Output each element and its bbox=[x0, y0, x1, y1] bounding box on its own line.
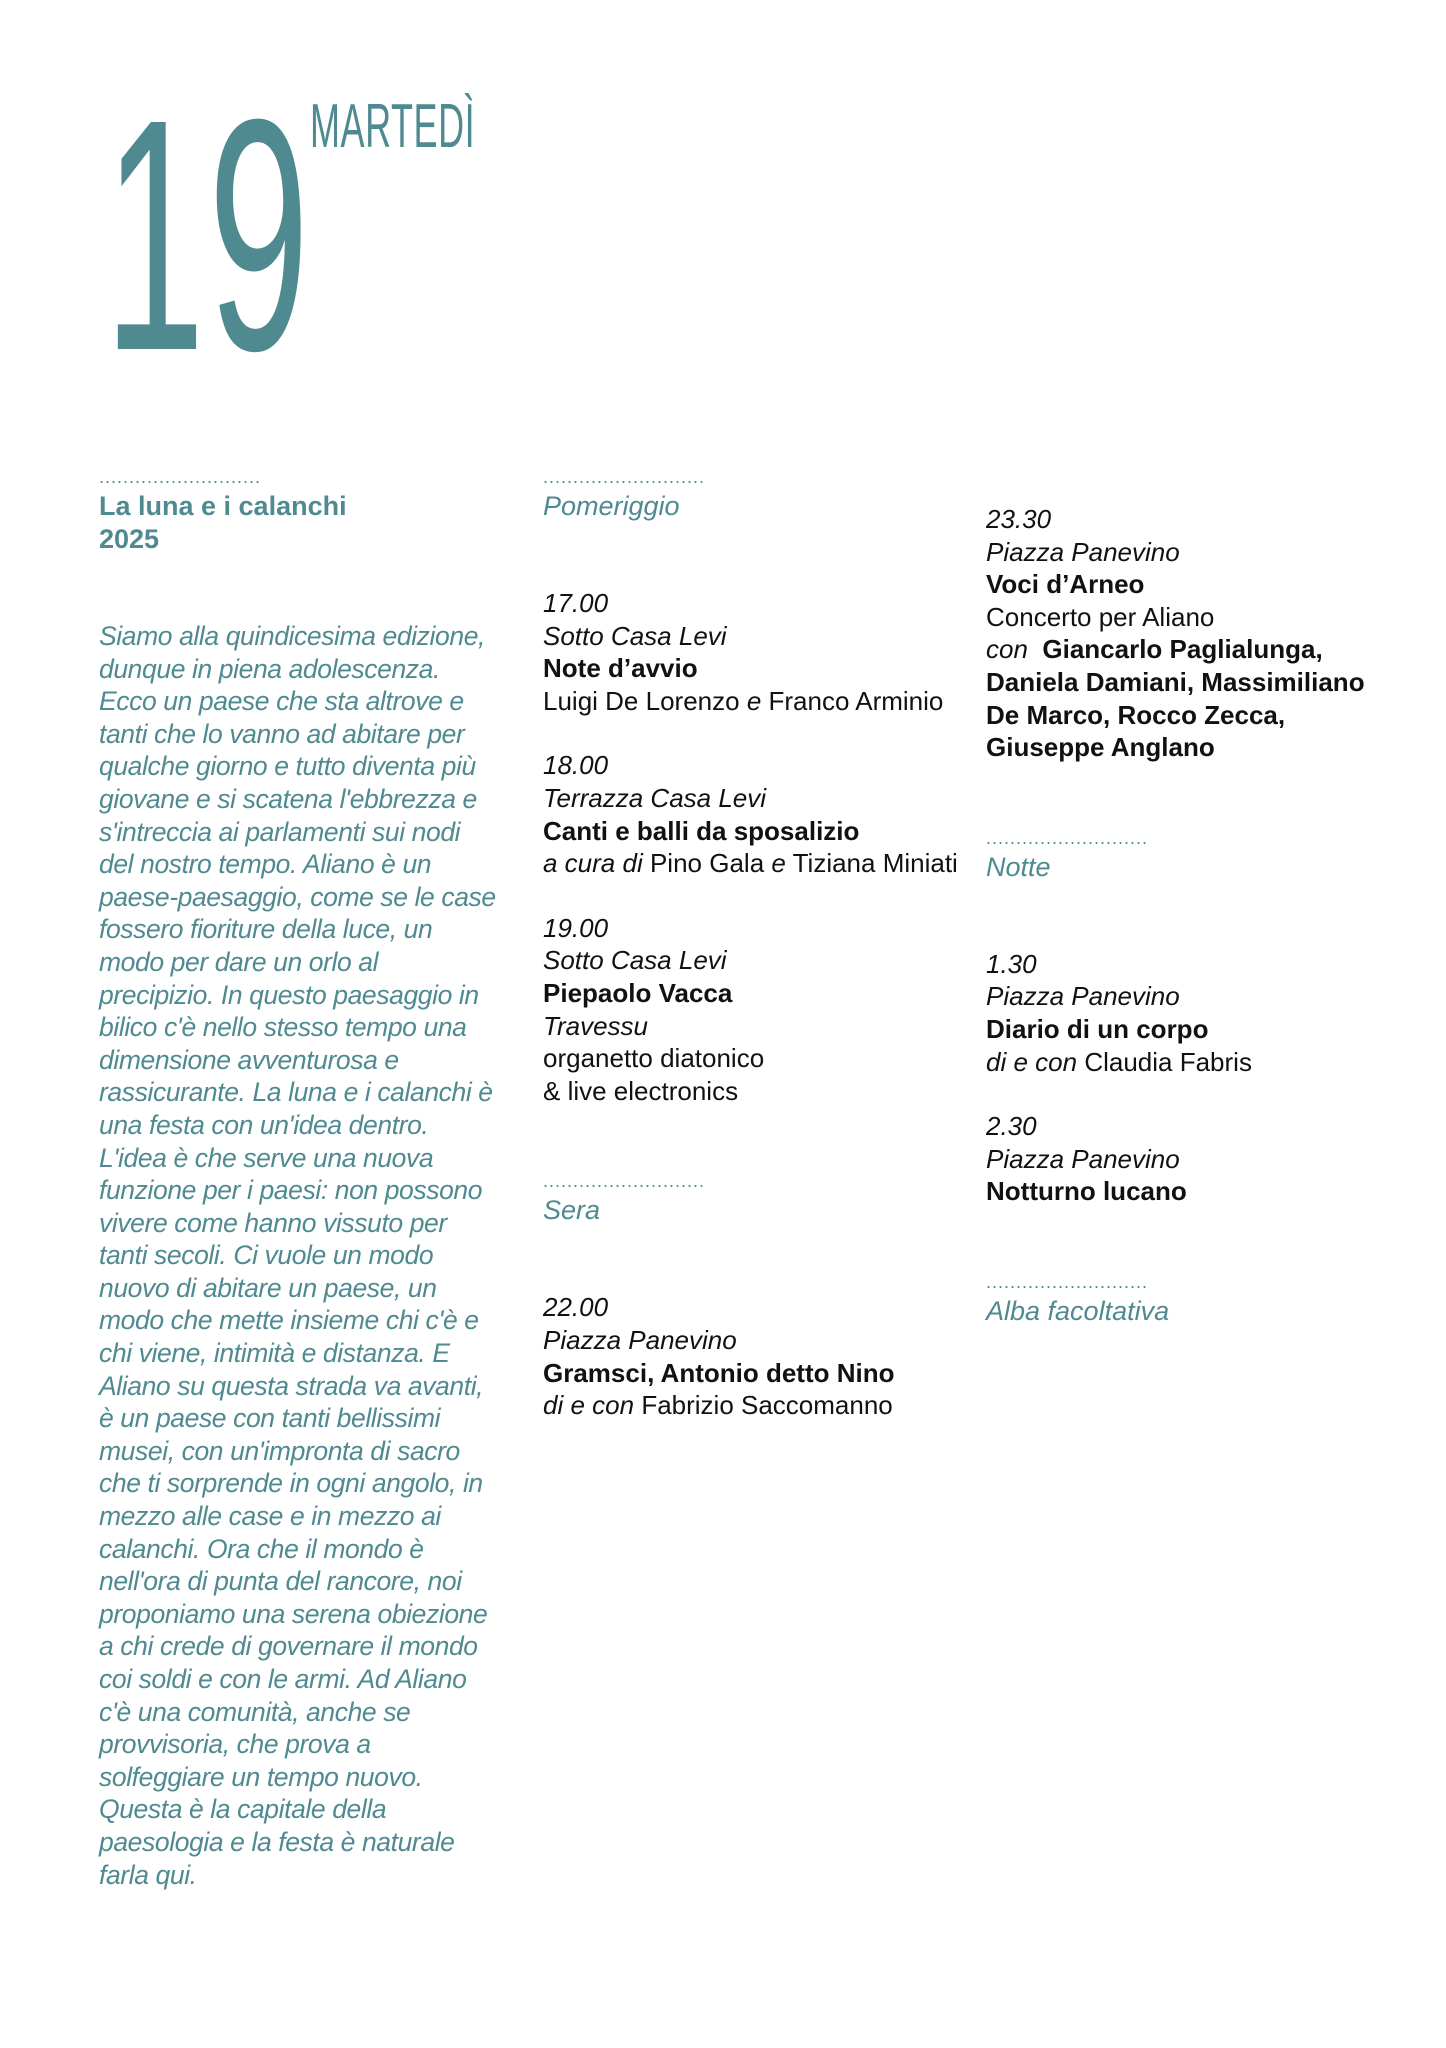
performer: Giancarlo Paglialunga, bbox=[1042, 634, 1323, 665]
event-time: 1.30 bbox=[986, 948, 1037, 979]
event-0230 bbox=[986, 1110, 1406, 1208]
performer: Tiziana Miniati bbox=[792, 848, 958, 879]
event-time: 2.30 bbox=[986, 1111, 1037, 1142]
event-credits bbox=[543, 685, 963, 718]
event-2330 bbox=[986, 503, 1406, 764]
schedule-column-afternoon bbox=[543, 468, 963, 1422]
event-time: 17.00 bbox=[543, 588, 609, 618]
conjunction: e bbox=[746, 685, 762, 716]
dotted-divider: ........................... bbox=[543, 467, 706, 487]
performer: Fabrizio Saccomanno bbox=[641, 1390, 893, 1421]
performer: Daniela Damiani, Massimiliano bbox=[986, 666, 1365, 697]
performer: De Marco, Rocco Zecca, bbox=[986, 699, 1286, 730]
event-subtitle: Travessu bbox=[543, 1010, 648, 1041]
event-credits bbox=[986, 633, 1406, 666]
event-place: Sotto Casa Levi bbox=[543, 620, 727, 651]
performer: Giuseppe Anglano bbox=[986, 732, 1215, 763]
event-2200 bbox=[543, 1291, 963, 1421]
section-sera: Sera bbox=[543, 1195, 601, 1226]
event-place: Piazza Panevino bbox=[986, 981, 1180, 1012]
event-0130 bbox=[986, 948, 1406, 1078]
intro-text: Siamo alla quindicesima edizione, dunque in piena adolescenza. Ecco un paese che sta altrove e tanti che lo vanno ad abitare per qualche giorno e tutto diventa più giovane e si scatena l'ebbrezza e s'intreccia ai parlamenti sui nodi del nostro tempo. Aliano è un paese-paesaggio, come se le case fossero fioriture della luce, un modo per dare un orlo al precipizio. In questo paesaggio in bilico c'è nello stesso tempo una dimensione avventurosa e rassicurante. La luna e i calanchi è una festa con un'idea dentro. L'idea è che serve una nuova funzione per i paesi: non possono vivere come hanno vissuto per tanti secoli. Ci vuole un modo nuovo di abitare un paese, un modo che mette insieme chi c'è e chi viene, intimità e distanza. E Aliano su questa strada va avanti, è un paese con tanti bellissimi musei, con un'impronta di sacro che ti sorprende in ogni angolo, in mezzo alle case e in mezzo ai calanchi. Ora che il mondo è nell'ora di punta del rancore, noi proponiamo una serena obiezione a chi crede di governare il mondo coi soldi e con le armi. Ad Aliano c'è una comunità, anche se provvisoria, che prova a solfeggiare un tempo nuovo. Questa è la capitale della paesologia e la festa è naturale farla qui. bbox=[99, 621, 496, 1890]
section-alba: Alba facoltativa bbox=[986, 1295, 1170, 1326]
conjunction: e bbox=[771, 848, 786, 879]
credit-prefix: con bbox=[986, 634, 1028, 665]
credit-prefix: di e con bbox=[543, 1390, 635, 1421]
event-time: 22.00 bbox=[543, 1292, 609, 1323]
event-title: Piepaolo Vacca bbox=[543, 977, 733, 1008]
event-credits bbox=[543, 1389, 963, 1422]
event-place: Piazza Panevino bbox=[986, 536, 1180, 567]
performer: Pino Gala bbox=[649, 848, 765, 879]
credit-prefix: di e con bbox=[986, 1046, 1078, 1077]
event-place: Terrazza Casa Levi bbox=[543, 782, 767, 813]
performer: Luigi De Lorenzo bbox=[543, 685, 740, 716]
credit-prefix: a cura di bbox=[543, 848, 643, 879]
event-title: Canti e balli da sposalizio bbox=[543, 815, 860, 846]
performer: Franco Arminio bbox=[768, 685, 944, 716]
dotted-divider: ........................... bbox=[986, 827, 1149, 848]
event-place: Piazza Panevino bbox=[986, 1143, 1180, 1174]
event-title: Voci d’Arneo bbox=[986, 569, 1145, 600]
event-title: Note d’avvio bbox=[543, 653, 698, 684]
event-place: Piazza Panevino bbox=[543, 1324, 737, 1355]
dotted-divider: ........................... bbox=[543, 1171, 706, 1192]
event-title: Gramsci, Antonio detto Nino bbox=[543, 1357, 895, 1388]
schedule-column-night bbox=[986, 503, 1406, 1327]
day-number: 19 bbox=[104, 50, 313, 419]
performer: Claudia Fabris bbox=[1084, 1046, 1252, 1077]
event-desc: organetto diatonico bbox=[543, 1043, 765, 1074]
day-name: MARTEDÌ bbox=[310, 92, 476, 161]
event-title: Diario di un corpo bbox=[986, 1013, 1209, 1044]
event-1900 bbox=[543, 912, 963, 1108]
festival-title: La luna e i calanchi bbox=[99, 491, 347, 521]
event-desc: Concerto per Aliano bbox=[986, 601, 1215, 632]
event-time: 19.00 bbox=[543, 912, 609, 943]
event-credits bbox=[986, 1046, 1406, 1079]
event-1700 bbox=[543, 587, 963, 717]
event-credits bbox=[543, 847, 963, 880]
section-pomeriggio: Pomeriggio bbox=[543, 491, 680, 521]
festival-year: 2025 bbox=[99, 524, 160, 554]
event-time: 18.00 bbox=[543, 750, 609, 781]
intro-column bbox=[99, 468, 499, 1891]
event-desc: & live electronics bbox=[543, 1075, 739, 1106]
dotted-divider: ........................... bbox=[986, 1271, 1149, 1292]
event-title: Notturno lucano bbox=[986, 1176, 1187, 1207]
dotted-divider: ........................... bbox=[99, 467, 262, 487]
event-place: Sotto Casa Levi bbox=[543, 945, 727, 976]
section-notte: Notte bbox=[986, 851, 1051, 882]
event-time: 23.30 bbox=[986, 504, 1052, 534]
event-1800 bbox=[543, 749, 963, 879]
